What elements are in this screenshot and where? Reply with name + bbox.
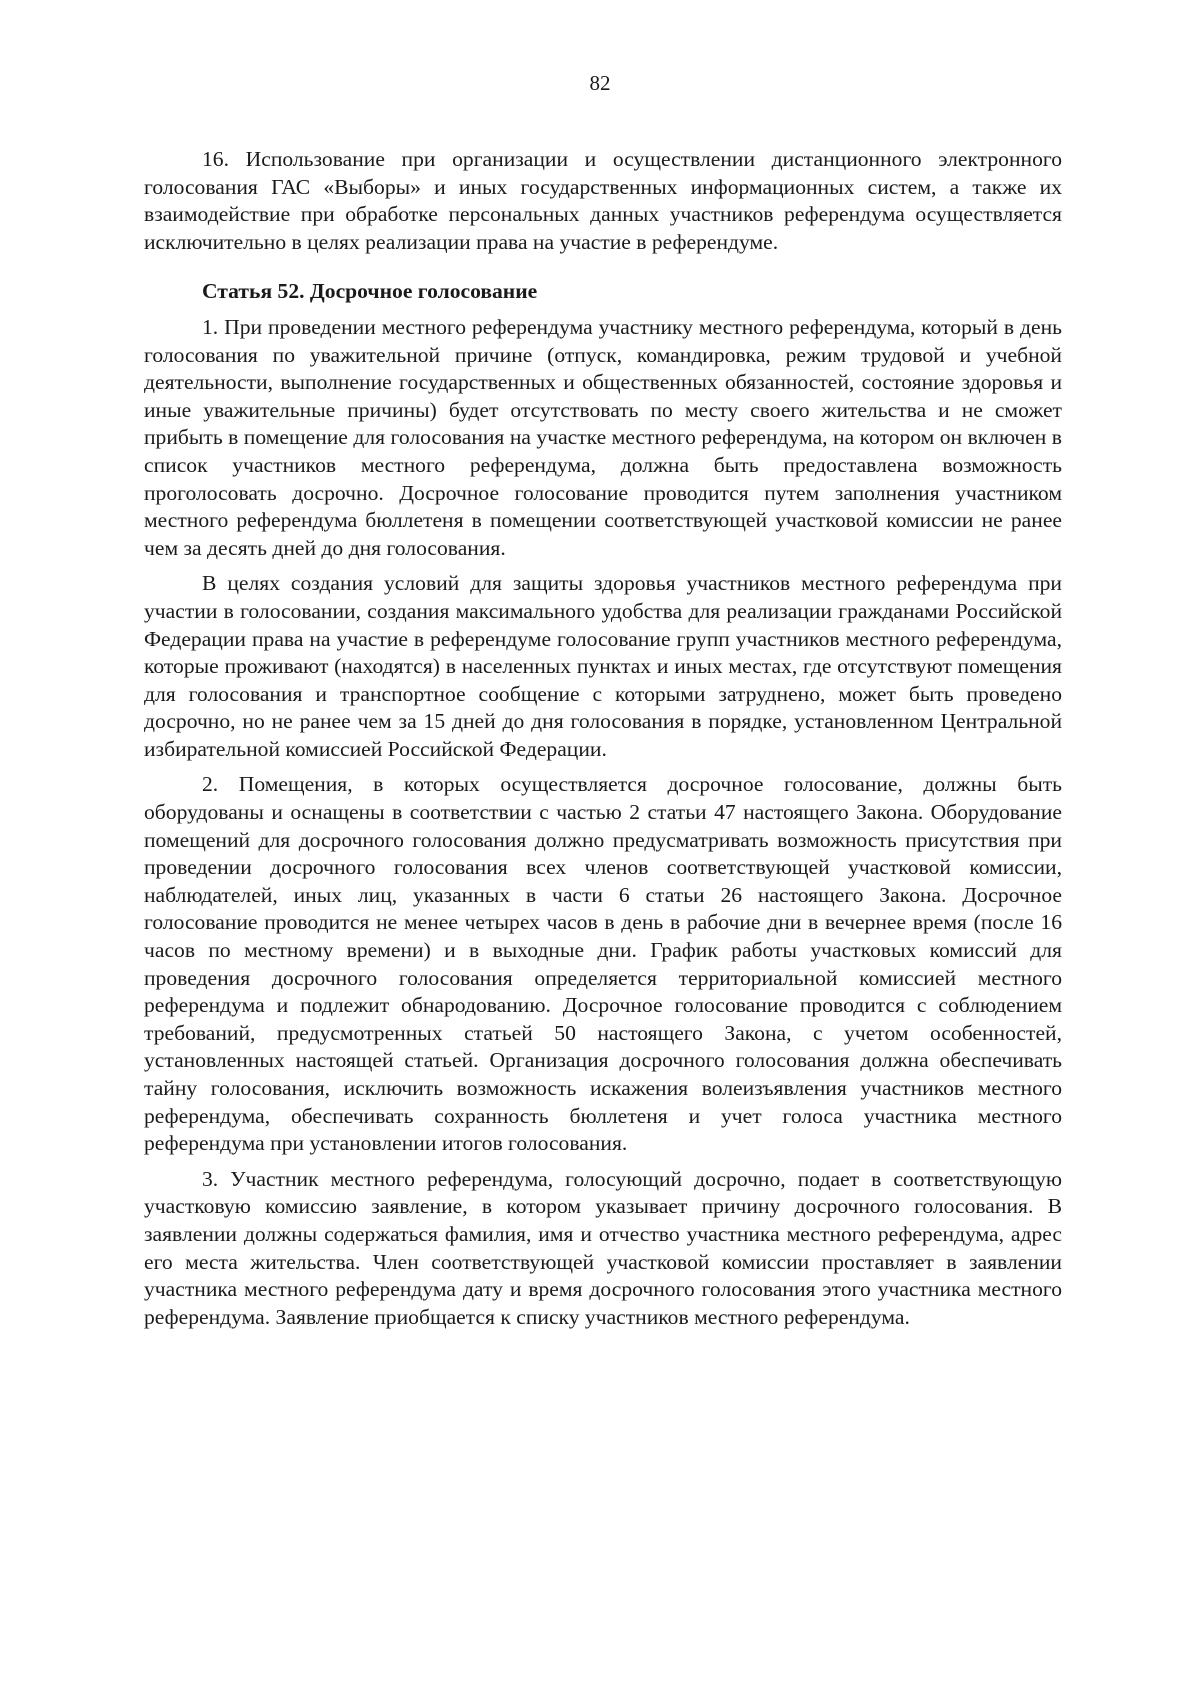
page-number: 82 [589,71,611,95]
document-body [144,146,1062,1331]
paragraph-1-continued: В целях создания условий для защиты здоровья участников местного референдума при участии в голосовании, создания максимального удобства для реализации гражданами Российской Федерации права на участие в референдуме голосование групп участников местного референдума, которые проживают (находятся) в населенных пунктах и иных местах, где отсутствуют помещения для голосования и транспортное сообщение с которыми затруднено, может быть проведено досрочно, но не ранее чем за 15 дней до дня голосования в порядке, установленном Центральной избирательной комиссией Российской Федерации. [144,571,1062,761]
article-heading: Статья 52. Досрочное голосование [202,279,538,304]
paragraph-1: 1. При проведении местного референдума участнику местного референдума, который в день голосования по уважительной причине (отпуск, командировка, режим трудовой и учебной деятельности, выполнение государственных и общественных обязанностей, состояние здоровья и иные уважительные причины) будет отсутствовать по месту своего жительства и не сможет прибыть в помещение для голосования на участке местного референдума, на котором он включен в список участников местного референдума, должна быть предоставлена возможность проголосовать досрочно. Досрочное голосование проводится путем заполнения участником местного референдума бюллетеня в помещении соответствующей участковой комиссии не ранее чем за десять дней до дня голосования. [144,314,1062,560]
paragraph-3: 3. Участник местного референдума, голосующий досрочно, подает в соответствующую участковую комиссию заявление, в котором указывает причину досрочного голосования. В заявлении должны содержаться фамилия, имя и отчество участника местного референдума, адрес его места жительства. Член соответствующей участковой комиссии проставляет в заявлении участника местного референдума дату и время досрочного голосования этого участника местного референдума. Заявление приобщается к списку участников местного референдума. [144,1166,1062,1329]
paragraph-16: 16. Использование при организации и осуществлении дистанционного электронного голосования ГАС «Выборы» и иных государственных информационных систем, а также их взаимодействие при обработке персональных данных участников референдума осуществляется исключительно в целях реализации права на участие в референдуме. [144,147,1062,254]
paragraph-2: 2. Помещения, в которых осуществляется досрочное голосование, должны быть оборудованы и оснащены в соответствии с частью 2 статьи 47 настоящего Закона. Оборудование помещений для досрочного голосования должно предусматривать возможность присутствия при проведении досрочного голосования всех членов соответствующей участковой комиссии, наблюдателей, иных лиц, указанных в части 6 статьи 26 настоящего Закона. Досрочное голосование проводится не менее четырех часов в день в рабочие дни в вечернее время (после 16 часов по местному времени) и в выходные дни. График работы участковых комиссий для проведения досрочного голосования определяется территориальной комиссией местного референдума и подлежит обнародованию. Досрочное голосование проводится с соблюдением требований, предусмотренных статьей 50 настоящего Закона, с учетом особенностей, установленных настоящей статьей. Организация досрочного голосования должна обеспечивать тайну голосования, исключить возможность искажения волеизъявления участников местного референдума, обеспечивать сохранность бюллетеня и учет голоса участника местного референдума при установлении итогов голосования. [144,772,1062,1156]
